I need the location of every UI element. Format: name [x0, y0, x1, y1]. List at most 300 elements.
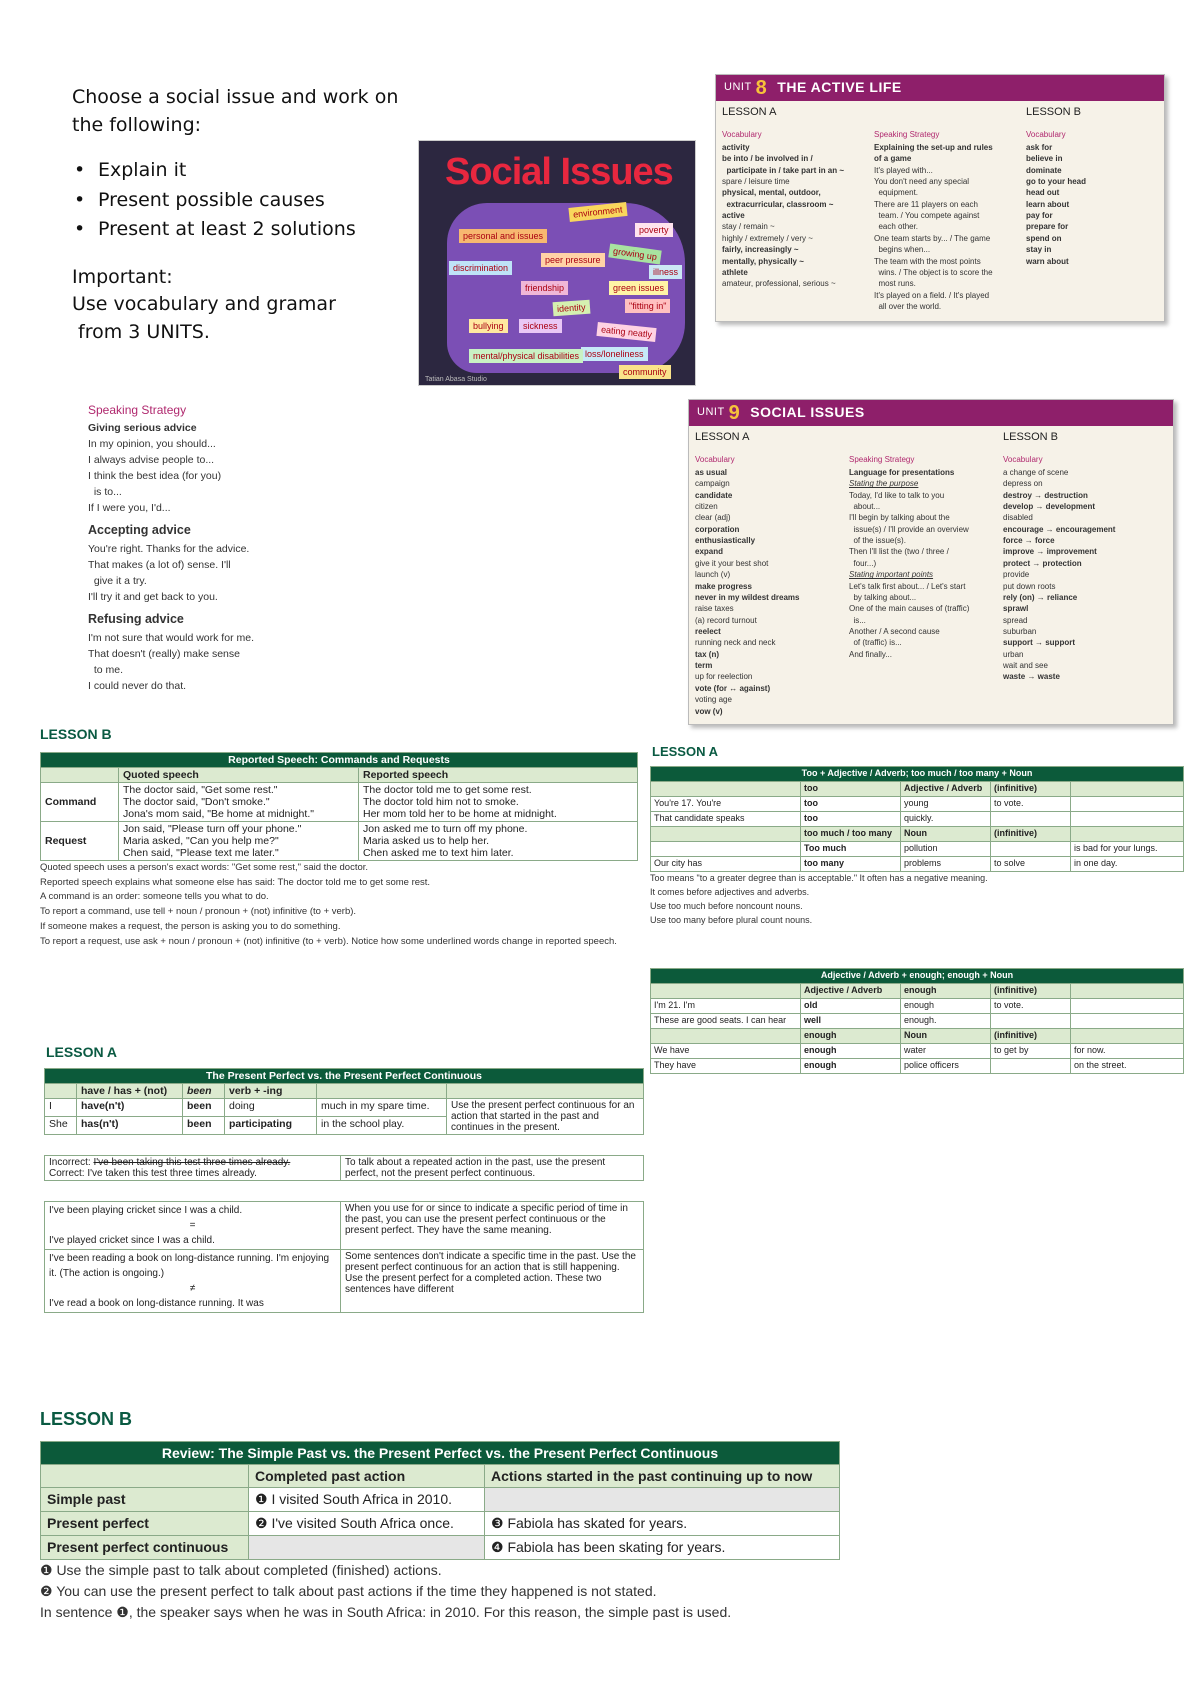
- table-cell: to vote.: [991, 797, 1071, 812]
- unit9-lesson-a-vocab-column: [695, 430, 849, 717]
- table-cell: too many: [801, 857, 901, 872]
- text-line: as usual: [695, 467, 728, 477]
- table-cell: in the school play.: [317, 1117, 447, 1135]
- table-cell: enough: [801, 1044, 901, 1059]
- text-line: active: [722, 211, 745, 221]
- text-line: equipment.: [874, 188, 919, 198]
- reported-speech-section: [40, 752, 638, 949]
- table-header-cell: [45, 1084, 77, 1099]
- table-cell: water: [901, 1044, 991, 1059]
- poster-note: friendship: [521, 281, 568, 295]
- task-item: • Present possible causes: [72, 187, 432, 215]
- table-row: [651, 797, 1184, 812]
- text-line: of a game: [874, 154, 912, 164]
- poster-note: sickness: [519, 319, 562, 333]
- strategy-subtitle: Stating important points: [849, 570, 934, 580]
- text-line: I'll begin by talking about the: [849, 513, 950, 523]
- poster-note: bullying: [469, 319, 508, 333]
- vocab-list: [1003, 467, 1157, 683]
- table-header-cell: (infinitive): [991, 984, 1071, 999]
- text-line: You're right. Thanks for the advice.: [88, 542, 250, 555]
- text-line: prepare for: [1026, 222, 1069, 232]
- table-cell: That candidate speaks: [651, 812, 801, 827]
- row-label: Present perfect continuous: [41, 1536, 249, 1560]
- table-cell: When you use for or since to indicate a specific period of time in the past, you can use the present perfect continuous or the present perfect. They have the same meaning.: [341, 1202, 644, 1250]
- text-line: running neck and neck: [695, 638, 776, 648]
- strategy-title: Language for presentations: [849, 467, 955, 477]
- text-line: spread: [1003, 615, 1028, 625]
- table-cell: [45, 1202, 341, 1250]
- table-title: Adjective / Adverb + enough; enough + Noun: [651, 969, 1184, 984]
- poster-note: "fitting in": [625, 299, 670, 313]
- incorrect-label: Incorrect:: [49, 1157, 94, 1168]
- text-line: force → force: [1003, 536, 1055, 546]
- table-header-cell: (infinitive): [991, 1029, 1071, 1044]
- table-header-cell: [651, 827, 801, 842]
- example-sentence: I've read a book on long-distance running. It was: [49, 1298, 264, 1309]
- strategy-subheading: Accepting advice: [88, 522, 191, 537]
- row-label: Present perfect: [41, 1512, 249, 1536]
- poster-note: green issues: [609, 281, 668, 295]
- enough-grammar-section: [650, 968, 1184, 1074]
- table-row: [651, 999, 1184, 1014]
- text-line: citizen: [695, 502, 718, 512]
- review-section: [40, 1441, 840, 1623]
- table-cell: to get by: [991, 1044, 1071, 1059]
- unit-title: SOCIAL ISSUES: [750, 404, 865, 421]
- table-header-cell: enough: [901, 984, 991, 999]
- text-line: make progress: [695, 581, 752, 591]
- table-cell: Our city has: [651, 857, 801, 872]
- too-table: [650, 766, 1184, 872]
- text-line: Too means "to a greater degree than is acceptable." It often has a negative meaning.: [650, 873, 988, 883]
- text-line: head out: [1026, 188, 1060, 198]
- table-cell: These are good seats. I can hear: [651, 1014, 801, 1029]
- table-header-cell: [651, 782, 801, 797]
- unit-label: UNIT: [697, 406, 725, 419]
- table-header-cell: [1071, 1029, 1184, 1044]
- text-line: The doctor told him not to smoke.: [363, 796, 519, 808]
- text-line: I always advise people to...: [88, 454, 215, 467]
- task-item: • Present at least 2 solutions: [72, 216, 432, 244]
- text-line: If someone makes a request, the person is asking you to do something.: [40, 920, 341, 932]
- text-line: highly / extremely / very ~: [722, 233, 813, 243]
- text-line: Use too many before plural count nouns.: [650, 914, 813, 925]
- too-grammar-section: [650, 766, 1184, 928]
- table-header-cell: (infinitive): [991, 782, 1071, 797]
- table-header-cell: too: [801, 782, 901, 797]
- text-line: waste → waste: [1003, 672, 1060, 682]
- text-line: team. / You compete against: [874, 211, 980, 221]
- text-line: I'm not sure that would work for me.: [88, 631, 254, 644]
- text-line: Maria asked, "Can you help me?": [123, 835, 279, 847]
- table-cell: ❸ Fabiola has skated for years.: [485, 1512, 840, 1536]
- poster-note: mental/physical disabilities: [469, 349, 583, 363]
- example-sentence: I've been playing cricket since I was a child.: [49, 1205, 243, 1216]
- table-cell: Too much: [801, 842, 901, 857]
- present-perfect-section: [44, 1068, 644, 1313]
- unit-header: [716, 75, 1164, 101]
- text-line: It comes before adjectives and adverbs.: [650, 886, 810, 897]
- assignment-instructions: [72, 84, 432, 346]
- table-cell: We have: [651, 1044, 801, 1059]
- text-line: To report a command, use tell + noun / pronoun + (not) infinitive (to + verb).: [40, 906, 357, 918]
- table-header-cell: have / has + (not): [77, 1084, 183, 1099]
- table-cell: too: [801, 812, 901, 827]
- table-title: Too + Adjective / Adverb; too much / too many + Noun: [651, 767, 1184, 782]
- text-line: Maria asked us to help her.: [363, 835, 490, 847]
- strategy-subheading: Giving serious advice: [88, 422, 197, 435]
- table-cell: [359, 783, 638, 822]
- table-cell: [45, 1250, 341, 1313]
- table-cell: problems: [901, 857, 991, 872]
- text-line: To report a request, use ask + noun / pronoun + (not) infinitive (to + verb). Notice how some underlined words change in reported speech.: [40, 935, 617, 947]
- table-cell: [119, 822, 359, 861]
- strategy-list: [849, 581, 997, 661]
- unit-title: THE ACTIVE LIFE: [777, 79, 902, 96]
- text-line: Explaining the set-up and rules: [874, 142, 993, 152]
- table-cell: pollution: [901, 842, 991, 857]
- section-label: Vocabulary: [695, 454, 735, 464]
- table-cell: in one day.: [1071, 857, 1184, 872]
- text-line: (a) record turnout: [695, 615, 757, 625]
- text-line: Quoted speech uses a person's exact words: "Get some rest," said the doctor.: [40, 862, 369, 873]
- table-cell: [485, 1488, 840, 1512]
- table-cell: well: [801, 1014, 901, 1029]
- text-line: warn about: [1026, 256, 1069, 266]
- text-line: Use too much before noncount nouns.: [650, 900, 803, 911]
- poster-note: loss/loneliness: [581, 347, 648, 361]
- table-cell: Use the present perfect continuous for an action that started in the past and continues in the present.: [447, 1099, 644, 1135]
- table-row: [651, 842, 1184, 857]
- table-header-cell: [1071, 782, 1184, 797]
- grammar-notes: [40, 861, 638, 949]
- text-line: reelect: [695, 627, 721, 636]
- table-cell: quickly.: [901, 812, 991, 827]
- table-cell: has(n't): [77, 1117, 183, 1135]
- table-cell: [1071, 999, 1184, 1014]
- vocab-list: [695, 467, 843, 717]
- text-line: Jona's mom said, "Be home at midnight.": [123, 808, 314, 820]
- text-line: One team starts by... / The game: [874, 233, 991, 243]
- text-line: A command is an order: someone tells you what to do.: [40, 891, 269, 903]
- text-line: improve → improvement: [1003, 547, 1097, 557]
- text-line: The doctor said, "Don't smoke.": [123, 796, 270, 808]
- text-line: urban: [1003, 649, 1024, 659]
- table-header-cell: (infinitive): [991, 827, 1071, 842]
- strategy-heading: Speaking Strategy: [88, 403, 187, 417]
- unit-8-summary-box: [715, 74, 1165, 322]
- poster-title: Social Issues: [445, 151, 673, 193]
- table-cell: police officers: [901, 1059, 991, 1074]
- poster-note: community: [619, 365, 671, 379]
- unit-header: [689, 400, 1173, 426]
- section-label: Vocabulary: [722, 129, 762, 139]
- table-header-cell: [317, 1084, 447, 1099]
- table-row: [651, 1044, 1184, 1059]
- unit8-lesson-a-vocab-column: [722, 105, 874, 312]
- table-cell: Some sentences don't indicate a specific time in the past. Use the present perfect continuous for an action that is still happening. Use the present perfect for a completed action. These two sentences have different: [341, 1250, 644, 1313]
- table-cell: [1071, 812, 1184, 827]
- table-cell: [1071, 1014, 1184, 1029]
- text-line: by talking about...: [849, 592, 917, 602]
- text-line: expand: [695, 547, 724, 557]
- text-line: participate in / take part in an ~: [722, 165, 845, 175]
- text-line: activity: [722, 142, 750, 152]
- table-cell: [991, 812, 1071, 827]
- poster-note: poverty: [635, 223, 673, 237]
- text-line: put down roots: [1003, 581, 1056, 591]
- poster-note: peer pressure: [541, 253, 605, 267]
- strategy-subtitle: Stating the purpose: [849, 479, 919, 489]
- text-line: campaign: [695, 479, 730, 489]
- text-line: sprawl: [1003, 604, 1029, 614]
- text-line: destroy → destruction: [1003, 490, 1088, 500]
- text-line: Chen said, "Please text me later.": [123, 847, 279, 859]
- text-line: each other.: [874, 222, 919, 232]
- text-line: The doctor said, "Get some rest.": [123, 784, 278, 796]
- text-line: Then I'll list the (two / three /: [849, 547, 949, 557]
- text-line: most runs.: [874, 279, 916, 289]
- text-line: give it your best shot: [695, 558, 769, 568]
- text-line: It's played on a field. / It's played: [874, 290, 990, 300]
- text-line: And finally...: [849, 649, 892, 659]
- table-cell: too: [801, 797, 901, 812]
- speaking-strategy-advice: [88, 401, 388, 695]
- text-line: suburban: [1003, 627, 1037, 636]
- lesson-label: LESSON B: [1003, 431, 1059, 443]
- table-header-cell: Reported speech: [359, 768, 638, 783]
- example-sentence: I've been reading a book on long-distance running. I'm enjoying it. (The action is ongoing.): [49, 1253, 330, 1279]
- section-label: Speaking Strategy: [874, 129, 940, 139]
- text-line: spend on: [1026, 233, 1062, 243]
- section-label: Vocabulary: [1026, 129, 1066, 139]
- unit-number: 8: [755, 76, 768, 99]
- text-line: of (traffic) is...: [849, 638, 902, 648]
- text-line: Jon asked me to turn off my phone.: [363, 823, 528, 835]
- text-line: pay for: [1026, 211, 1053, 221]
- strategy-list: [849, 490, 997, 570]
- poster-note: identity: [553, 300, 590, 317]
- text-line: is...: [849, 615, 866, 625]
- text-line: a change of scene: [1003, 467, 1069, 477]
- text-line: ❷ You can use the present perfect to talk about past actions if the time they happened is not stated.: [40, 1583, 657, 1599]
- lesson-heading: LESSON A: [46, 1044, 118, 1060]
- table-cell: ❹ Fabiola has been skating for years.: [485, 1536, 840, 1560]
- unit9-lesson-b-column: [1003, 430, 1163, 717]
- advice-lines: [88, 542, 388, 606]
- table-header-cell: Noun: [901, 827, 991, 842]
- text-line: I think the best idea (for you): [88, 470, 222, 483]
- table-header-cell: Adjective / Adverb: [901, 782, 991, 797]
- table-header-cell: Quoted speech: [119, 768, 359, 783]
- table-cell: for now.: [1071, 1044, 1184, 1059]
- lesson-label: LESSON A: [695, 431, 750, 443]
- table-cell: participating: [225, 1117, 317, 1135]
- examples-table: [44, 1201, 644, 1313]
- text-line: rely (on) → reliance: [1003, 592, 1078, 602]
- text-line: In my opinion, you should...: [88, 438, 216, 451]
- not-equals-sign: ≠: [189, 1283, 196, 1294]
- table-header-cell: Actions started in the past continuing up to now: [485, 1465, 840, 1488]
- correct-example: I've taken this test three times already.: [87, 1168, 257, 1179]
- table-header-cell: [1071, 984, 1184, 999]
- text-line: There are 11 players on each: [874, 199, 978, 209]
- table-cell: to vote.: [991, 999, 1071, 1014]
- text-line: athlete: [722, 267, 748, 277]
- table-cell: I'm 21. I'm: [651, 999, 801, 1014]
- table-cell: [991, 1014, 1071, 1029]
- table-title: Reported Speech: Commands and Requests: [41, 753, 638, 768]
- photo-caption: Tatian Abasa Studio: [425, 376, 487, 383]
- row-label: Request: [41, 822, 119, 861]
- text-line: stay / remain ~: [722, 222, 775, 232]
- poster-note: environment: [568, 202, 627, 222]
- text-line: One of the main causes of (traffic): [849, 604, 970, 614]
- text-line: enthusiastically: [695, 536, 756, 546]
- section-label: Speaking Strategy: [849, 454, 915, 464]
- table-cell: young: [901, 797, 991, 812]
- table-cell: [991, 842, 1071, 857]
- strategy-subheading: Refusing advice: [88, 611, 184, 626]
- text-line: vow (v): [695, 706, 723, 716]
- table-header-cell: too much / too many: [801, 827, 901, 842]
- poster-note: personal and issues: [459, 229, 547, 243]
- text-line: It's played with...: [874, 165, 933, 175]
- important-line: from 3 UNITS.: [72, 320, 210, 343]
- text-line: to me.: [88, 663, 124, 676]
- text-line: term: [695, 661, 713, 671]
- table-row: [651, 857, 1184, 872]
- table-header-cell: [1071, 827, 1184, 842]
- table-cell: have(n't): [77, 1099, 183, 1117]
- advice-lines: [88, 437, 388, 517]
- table-header-cell: Completed past action: [249, 1465, 485, 1488]
- text-line: candidate: [695, 490, 733, 500]
- text-line: stay in: [1026, 245, 1052, 255]
- text-line: provide: [1003, 570, 1030, 580]
- table-cell: To talk about a repeated action in the past, use the present perfect, not the present perfect continuous.: [341, 1156, 644, 1181]
- unit-number: 9: [728, 401, 741, 424]
- unit8-lesson-b-column: [1026, 105, 1146, 312]
- text-line: four...): [849, 558, 877, 568]
- row-label: Command: [41, 783, 119, 822]
- table-header-cell: been: [183, 1084, 225, 1099]
- poster-note: growing up: [608, 243, 661, 264]
- table-row: [651, 1059, 1184, 1074]
- assignment-heading: Choose a social issue and work on the following:: [72, 86, 399, 136]
- table-cell: been: [183, 1099, 225, 1117]
- text-line: That doesn't (really) make sense: [88, 647, 240, 660]
- poster-note: eating neatly: [596, 322, 656, 342]
- incorrect-example: I've been taking this test three times already.: [93, 1157, 291, 1168]
- text-line: If I were you, I'd...: [88, 502, 171, 514]
- text-line: Reported speech explains what someone else has said: The doctor told me to get some rest.: [40, 876, 431, 888]
- social-issues-poster-image: [418, 140, 696, 386]
- text-line: spare / leisure time: [722, 177, 790, 187]
- text-line: clear (adj): [695, 513, 731, 523]
- vocab-list: [1026, 142, 1140, 267]
- text-line: is to...: [88, 486, 122, 499]
- lesson-heading: LESSON A: [652, 744, 718, 759]
- text-line: voting age: [695, 695, 732, 705]
- unit9-speaking-strategy-column: [849, 430, 1003, 717]
- text-line: I could never do that.: [88, 679, 187, 692]
- table-header-cell: [651, 1029, 801, 1044]
- text-line: wins. / The object is to score the: [874, 267, 993, 277]
- text-line: go to your head: [1026, 177, 1086, 187]
- text-line: depress on: [1003, 479, 1043, 489]
- table-cell: enough: [801, 1059, 901, 1074]
- text-line: Today, I'd like to talk to you: [849, 490, 945, 500]
- poster-note: illness: [649, 265, 682, 279]
- text-line: mentally, physically ~: [722, 256, 804, 266]
- table-cell: [45, 1156, 341, 1181]
- table-cell: been: [183, 1117, 225, 1135]
- text-line: believe in: [1026, 154, 1063, 164]
- text-line: disabled: [1003, 513, 1033, 523]
- table-cell: is bad for your lungs.: [1071, 842, 1184, 857]
- text-line: of the issue(s).: [849, 536, 906, 546]
- text-line: wait and see: [1003, 661, 1048, 671]
- table-header-cell: Noun: [901, 1029, 991, 1044]
- table-cell: [359, 822, 638, 861]
- grammar-notes: [40, 1560, 840, 1623]
- table-cell: You're 17. You're: [651, 797, 801, 812]
- reported-speech-table: [40, 752, 638, 861]
- table-header-cell: [447, 1084, 644, 1099]
- unit-label: UNIT: [724, 81, 752, 94]
- text-line: never in my wildest dreams: [695, 592, 800, 602]
- text-line: The doctor told me to get some rest.: [363, 784, 532, 796]
- table-cell: She: [45, 1117, 77, 1135]
- table-row: [651, 1014, 1184, 1029]
- incorrect-correct-table: [44, 1155, 644, 1181]
- text-line: fairly, increasingly ~: [722, 245, 799, 255]
- unit-9-summary-box: [688, 399, 1174, 725]
- text-line: ask for: [1026, 142, 1053, 152]
- table-cell: old: [801, 999, 901, 1014]
- text-line: all over the world.: [874, 302, 942, 311]
- text-line: raise taxes: [695, 604, 734, 614]
- table-cell: I: [45, 1099, 77, 1117]
- text-line: I'll try it and get back to you.: [88, 590, 218, 603]
- table-cell: [1071, 797, 1184, 812]
- text-line: tax (n): [695, 649, 719, 659]
- text-line: physical, mental, outdoor,: [722, 188, 821, 198]
- table-cell: [991, 1059, 1071, 1074]
- table-header-cell: verb + -ing: [225, 1084, 317, 1099]
- table-header-cell: [41, 768, 119, 783]
- task-item: • Explain it: [72, 157, 432, 185]
- table-cell: [249, 1536, 485, 1560]
- important-label: Important:: [72, 265, 173, 288]
- lesson-heading: LESSON B: [40, 1409, 133, 1429]
- example-sentence: I've played cricket since I was a child.: [49, 1235, 215, 1246]
- text-line: issue(s) / I'll provide an overview: [849, 524, 969, 534]
- unit8-speaking-strategy-column: [874, 105, 1026, 312]
- equals-sign: =: [189, 1220, 196, 1231]
- table-cell: enough.: [901, 1014, 991, 1029]
- table-cell: to solve: [991, 857, 1071, 872]
- lesson-heading: LESSON B: [40, 726, 112, 742]
- table-cell: on the street.: [1071, 1059, 1184, 1074]
- text-line: You don't need any special: [874, 177, 970, 187]
- table-cell: doing: [225, 1099, 317, 1117]
- table-title: The Present Perfect vs. the Present Perfect Continuous: [45, 1069, 644, 1084]
- table-cell: They have: [651, 1059, 801, 1074]
- text-line: The team with the most points: [874, 256, 981, 266]
